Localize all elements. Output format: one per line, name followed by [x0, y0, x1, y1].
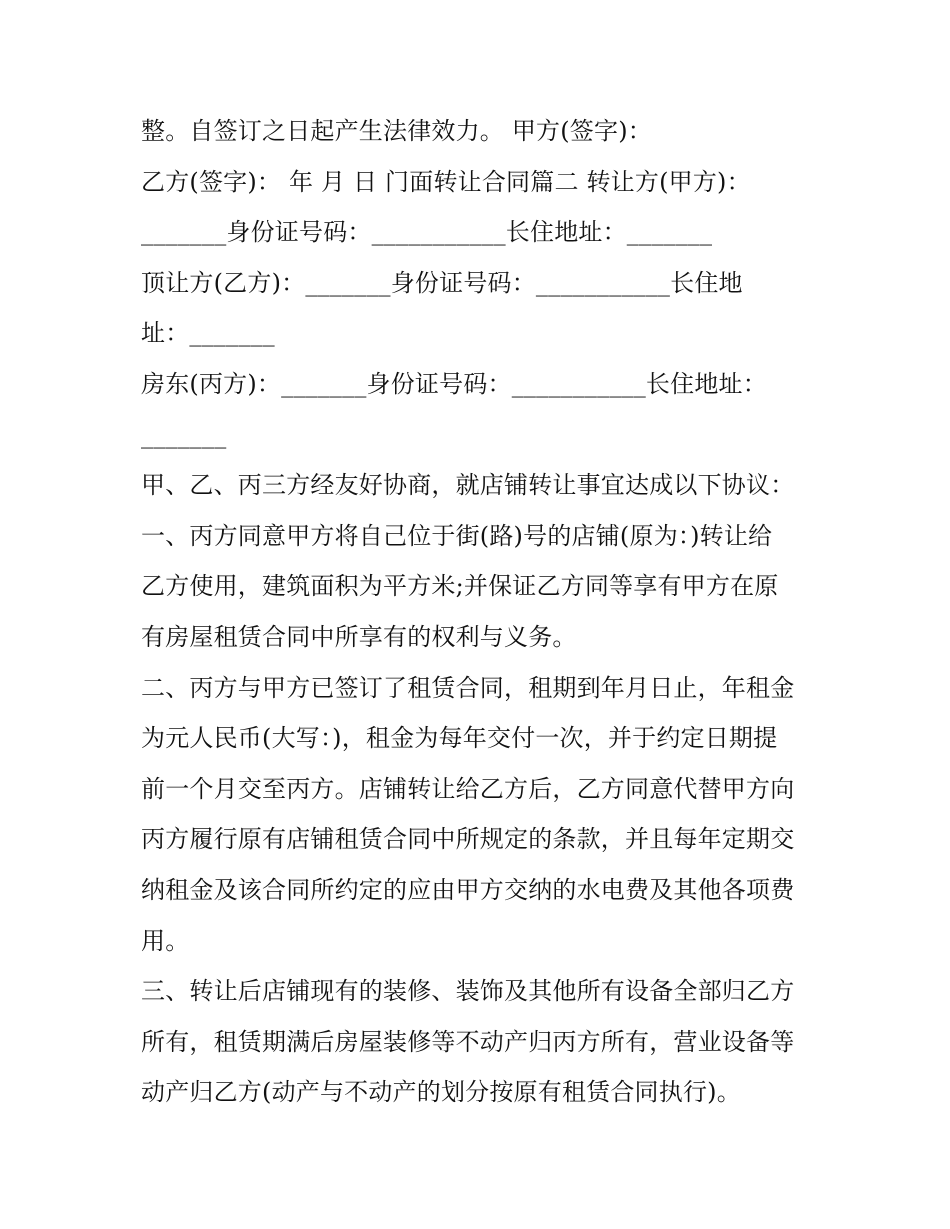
text-line: 乙方使用，建筑面积为平方米;并保证乙方同等享有甲方在原 [141, 572, 779, 601]
text-line: 用。 [141, 926, 190, 955]
text-line: _______身份证号码：___________长住地址：_______ [141, 218, 713, 247]
text-line: 前一个月交至丙方。店铺转让给乙方后，乙方同意代替甲方向 [141, 774, 795, 803]
text-line: 纳租金及该合同所约定的应由甲方交纳的水电费及其他各项费 [141, 875, 795, 904]
text-line: 顶让方(乙方)：_______身份证号码：___________长住地 [141, 268, 743, 297]
text-line: 一、丙方同意甲方将自己位于街(路)号的店铺(原为：)转让给 [141, 521, 773, 550]
text-line: _______ [141, 420, 227, 449]
text-line: 整。自签订之日起产生法律效力。 甲方(签字)： [141, 117, 652, 145]
text-line: 所有，租赁期满后房屋装修等不动产归丙方所有，营业设备等 [141, 1027, 795, 1056]
text-line: 丙方履行原有店铺租赁合同中所规定的条款，并且每年定期交 [141, 825, 795, 854]
text-line: 乙方(签字)： 年 月 日 门面转让合同篇二 转让方(甲方)： [141, 167, 751, 196]
text-line: 有房屋租赁合同中所享有的权利与义务。 [141, 622, 577, 651]
text-line: 为元人民币(大写：)，租金为每年交付一次，并于约定日期提 [141, 724, 778, 753]
text-line: 房东(丙方)：_______身份证号码：___________长住地址： [141, 369, 767, 398]
text-line: 动产归乙方(动产与不动产的划分按原有租赁合同执行)。 [141, 1078, 741, 1107]
text-line: 甲、乙、丙三方经友好协商，就店铺转让事宜达成以下协议： [141, 471, 795, 500]
text-line: 址：_______ [141, 319, 275, 348]
contract-body [141, 106, 821, 1118]
text-line: 二、丙方与甲方已签订了租赁合同，租期到年月日止，年租金 [141, 673, 795, 702]
text-line: 三、转让后店铺现有的装修、装饰及其他所有设备全部归乙方 [141, 977, 795, 1006]
